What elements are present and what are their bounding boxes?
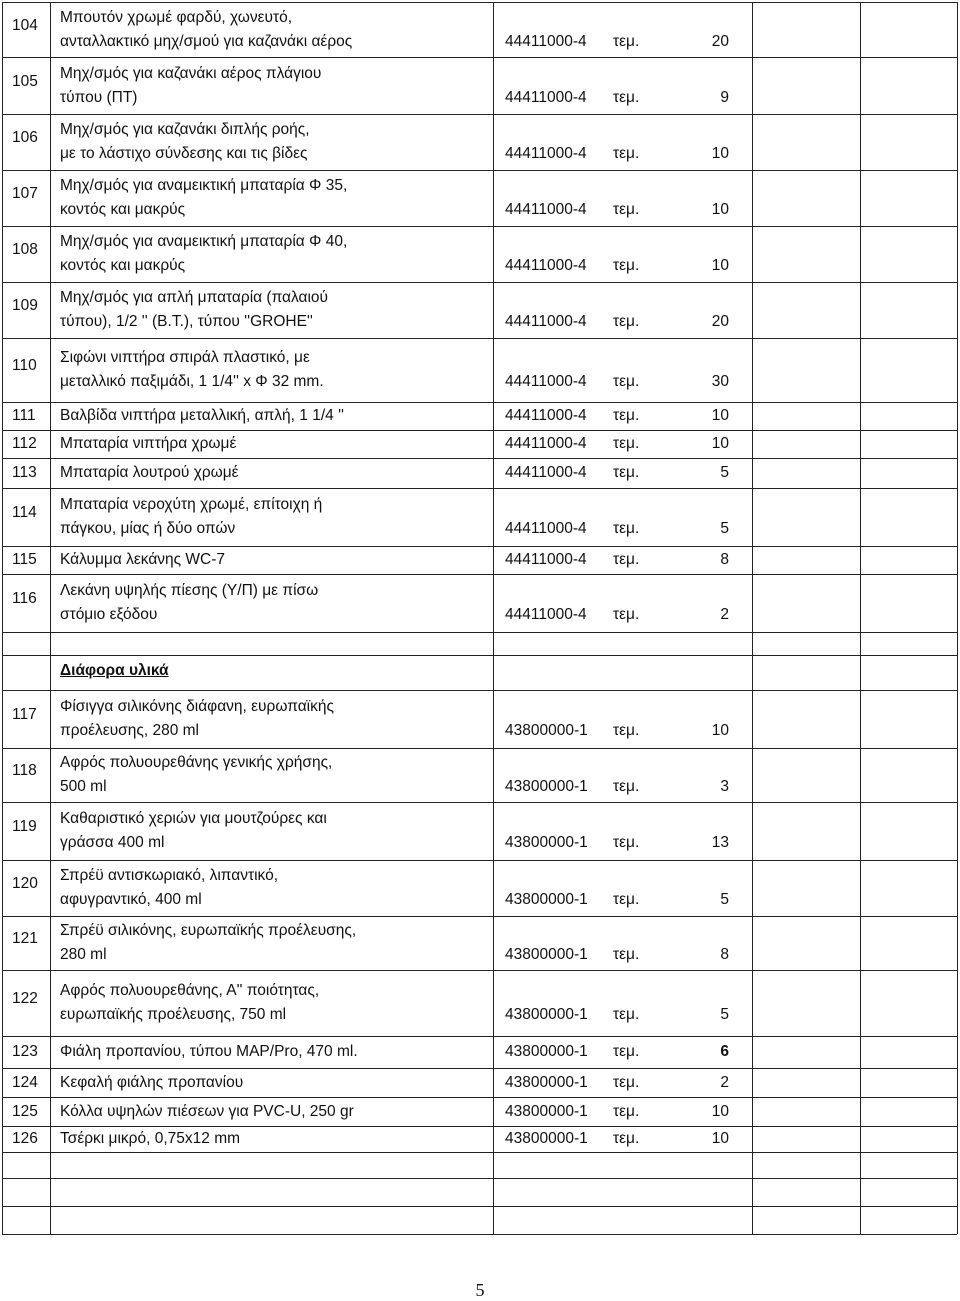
item-description: Μπαταρία λουτρού χρωμέ — [60, 464, 239, 481]
item-description: Σπρέϋ αντισκωριακό, λιπαντικό, — [60, 867, 278, 884]
cpv-code: 44411000-4 — [505, 464, 587, 481]
quantity-value: 10 — [711, 257, 729, 274]
cpv-code: 43800000-1 — [505, 1006, 588, 1023]
item-description: Μηχ/σμός για καζανάκι διπλής ροής, — [60, 121, 310, 138]
row-number: 108 — [12, 241, 38, 258]
cpv-code: 43800000-1 — [505, 1043, 588, 1060]
quantity-value: 5 — [720, 464, 729, 481]
row-divider — [2, 1152, 957, 1153]
quantity-value: 8 — [720, 551, 729, 568]
cpv-code: 44411000-4 — [505, 435, 587, 452]
cpv-code: 43800000-1 — [505, 722, 588, 739]
item-description: με το λάστιχο σύνδεσης και τις βίδες — [60, 145, 308, 162]
cpv-code: 43800000-1 — [505, 1102, 588, 1120]
row-number: 107 — [12, 185, 38, 202]
quantity-value: 10 — [711, 1130, 729, 1147]
row-divider — [2, 402, 957, 403]
item-description: κοντός και μακρύς — [60, 201, 186, 218]
item-description: Σπρέϋ σιλικόνης, ευρωπαϊκής προέλευσης, — [60, 922, 357, 939]
quantity-value: 10 — [711, 407, 729, 424]
item-description: Κόλλα υψηλών πιέσεων για PVC-U, 250 gr — [60, 1102, 354, 1120]
quantity-value: 5 — [720, 891, 729, 908]
row-divider — [2, 1234, 957, 1235]
row-divider — [2, 802, 957, 803]
item-description: Μπαταρία νεροχύτη χρωμέ, επίτοιχη ή — [60, 496, 323, 513]
item-description: πάγκου, μίας ή δύο οπών — [60, 520, 236, 537]
cpv-code: 43800000-1 — [505, 1073, 588, 1091]
row-number: 106 — [12, 129, 38, 146]
unit-label: τεμ. — [613, 407, 640, 424]
section-heading: Διάφορα υλικά — [60, 662, 169, 679]
quantity-value: 6 — [720, 1043, 729, 1060]
row-number: 114 — [12, 504, 37, 521]
row-divider — [2, 1126, 957, 1127]
quantity-value: 5 — [720, 520, 729, 537]
row-divider — [2, 488, 957, 489]
row-divider — [2, 1097, 957, 1098]
item-description: γράσσα 400 ml — [60, 834, 165, 851]
cpv-code: 43800000-1 — [505, 834, 588, 851]
unit-label: τεμ. — [613, 1006, 640, 1023]
quantity-value: 20 — [711, 313, 729, 330]
row-number: 104 — [12, 16, 38, 34]
quantity-value: 10 — [711, 145, 729, 162]
unit-label: τεμ. — [613, 464, 640, 481]
item-description: Αφρός πολυουρεθάνης γενικής χρήσης, — [60, 754, 333, 771]
item-description: Τσέρκι μικρό, 0,75x12 mm — [60, 1130, 241, 1147]
item-description: Μηχ/σμός για αναμεικτική μπαταρία Φ 35, — [60, 177, 348, 194]
row-divider — [2, 690, 957, 691]
row-number: 113 — [12, 464, 37, 481]
row-number: 117 — [12, 706, 37, 723]
row-divider — [2, 632, 957, 633]
unit-label: τεμ. — [613, 1130, 640, 1147]
column-divider — [752, 2, 753, 1234]
unit-label: τεμ. — [613, 946, 640, 963]
item-description: Καθαριστικό χεριών για μουτζούρες και — [60, 810, 327, 827]
row-number: 112 — [12, 435, 37, 452]
unit-label: τεμ. — [613, 606, 640, 623]
row-number: 124 — [12, 1073, 38, 1091]
quantity-value: 10 — [711, 722, 729, 739]
row-number: 111 — [12, 407, 36, 424]
quantity-value: 9 — [720, 88, 729, 106]
cpv-code: 44411000-4 — [505, 313, 587, 330]
item-description: προέλευσης, 280 ml — [60, 722, 199, 739]
row-divider — [2, 430, 957, 431]
row-divider — [2, 114, 957, 115]
row-number: 109 — [12, 297, 38, 314]
cpv-code: 44411000-4 — [505, 606, 587, 623]
item-description: Αφρός πολυουρεθάνης, Α'' ποιότητας, — [60, 982, 320, 999]
unit-label: τεμ. — [613, 201, 640, 218]
cpv-code: 44411000-4 — [505, 201, 587, 218]
row-divider — [2, 1036, 957, 1037]
row-number: 125 — [12, 1102, 38, 1120]
unit-label: τεμ. — [613, 32, 640, 50]
item-description: Κεφαλή φιάλης προπανίου — [60, 1073, 244, 1091]
row-number: 122 — [12, 990, 38, 1007]
row-divider — [2, 970, 957, 971]
item-description: κοντός και μακρύς — [60, 257, 186, 274]
row-divider — [2, 226, 957, 227]
unit-label: τεμ. — [613, 373, 640, 390]
item-description: Μηχ/σμός για απλή μπαταρία (παλαιού — [60, 289, 329, 306]
unit-label: τεμ. — [613, 435, 640, 452]
row-number: 115 — [12, 551, 37, 568]
unit-label: τεμ. — [613, 520, 640, 537]
row-number: 120 — [12, 875, 38, 892]
item-description: Βαλβίδα νιπτήρα μεταλλική, απλή, 1 1/4 '' — [60, 407, 344, 424]
unit-label: τεμ. — [613, 551, 640, 568]
unit-label: τεμ. — [613, 722, 640, 739]
quantity-value: 3 — [720, 778, 729, 795]
row-divider — [2, 170, 957, 171]
cpv-code: 44411000-4 — [505, 407, 587, 424]
cpv-code: 44411000-4 — [505, 520, 587, 537]
item-description: 280 ml — [60, 946, 107, 963]
unit-label: τεμ. — [613, 1073, 640, 1091]
row-divider — [2, 748, 957, 749]
cpv-code: 44411000-4 — [505, 88, 587, 106]
row-divider — [2, 338, 957, 339]
row-number: 119 — [12, 818, 37, 835]
unit-label: τεμ. — [613, 891, 640, 908]
cpv-code: 44411000-4 — [505, 551, 587, 568]
row-number: 123 — [12, 1043, 38, 1060]
row-number: 126 — [12, 1130, 38, 1147]
row-number: 110 — [12, 357, 37, 374]
quantity-value: 10 — [711, 201, 729, 218]
unit-label: τεμ. — [613, 1043, 640, 1060]
item-description: 500 ml — [60, 778, 107, 795]
row-divider — [2, 1068, 957, 1069]
item-description: Φίσιγγα σιλικόνης διάφανη, ευρωπαϊκής — [60, 698, 334, 715]
row-divider — [2, 574, 957, 575]
row-divider — [2, 2, 957, 3]
quantity-value: 5 — [720, 1006, 729, 1023]
item-description: Σιφώνι νιπτήρα σπιράλ πλαστικό, με — [60, 349, 310, 366]
item-description: Φιάλη προπανίου, τύπου MAP/Pro, 470 ml. — [60, 1043, 358, 1060]
cpv-code: 44411000-4 — [505, 373, 587, 390]
cpv-code: 44411000-4 — [505, 257, 587, 274]
quantity-value: 2 — [720, 606, 729, 623]
quantity-value: 8 — [720, 946, 729, 963]
unit-label: τεμ. — [613, 313, 640, 330]
row-divider — [2, 57, 957, 58]
row-number: 121 — [12, 930, 38, 947]
item-description: Μπαταρία νιπτήρα χρωμέ — [60, 435, 237, 452]
cpv-code: 43800000-1 — [505, 946, 588, 963]
quantity-value: 2 — [720, 1073, 729, 1091]
item-description: μεταλλικό παξιμάδι, 1 1/4'' x Φ 32 mm. — [60, 373, 324, 390]
unit-label: τεμ. — [613, 778, 640, 795]
cpv-code: 43800000-1 — [505, 778, 588, 795]
row-number: 118 — [12, 762, 37, 779]
row-number: 116 — [12, 590, 37, 607]
row-divider — [2, 1206, 957, 1207]
row-divider — [2, 860, 957, 861]
row-number: 105 — [12, 72, 38, 90]
item-description: τύπου (ΠΤ) — [60, 88, 138, 106]
unit-label: τεμ. — [613, 88, 640, 106]
item-description: Μηχ/σμός για αναμεικτική μπαταρία Φ 40, — [60, 233, 348, 250]
item-description: Κάλυμμα λεκάνης WC-7 — [60, 551, 226, 568]
cpv-code: 44411000-4 — [505, 32, 587, 50]
quantity-value: 10 — [711, 435, 729, 452]
item-description: Μηχ/σμός για καζανάκι αέρος πλάγιου — [60, 64, 322, 82]
cpv-code: 44411000-4 — [505, 145, 587, 162]
cpv-code: 43800000-1 — [505, 891, 588, 908]
row-divider — [2, 655, 957, 656]
row-divider — [2, 546, 957, 547]
column-divider — [860, 2, 861, 1234]
item-description: Λεκάνη υψηλής πίεσης (Υ/Π) με πίσω — [60, 582, 319, 599]
row-divider — [2, 282, 957, 283]
item-description: ευρωπαϊκής προέλευσης, 750 ml — [60, 1006, 287, 1023]
page-number: 5 — [475, 1280, 485, 1300]
row-divider — [2, 916, 957, 917]
item-description: ανταλλακτικό μηχ/σμού για καζανάκι αέρος — [60, 32, 353, 50]
row-divider — [2, 1178, 957, 1179]
item-description: αφυγραντικό, 400 ml — [60, 891, 202, 908]
unit-label: τεμ. — [613, 1102, 640, 1120]
cpv-code: 43800000-1 — [505, 1130, 588, 1147]
quantity-value: 10 — [711, 1102, 729, 1120]
quantity-value: 30 — [711, 373, 729, 390]
quantity-value: 20 — [711, 32, 729, 50]
row-divider — [2, 458, 957, 459]
item-description: τύπου), 1/2 '' (Β.Τ.), τύπου ''GROHE'' — [60, 313, 313, 330]
unit-label: τεμ. — [613, 257, 640, 274]
unit-label: τεμ. — [613, 145, 640, 162]
item-description: στόμιο εξόδου — [60, 606, 158, 623]
item-description: Μπουτόν χρωμέ φαρδύ, χωνευτό, — [60, 8, 293, 26]
quantity-value: 13 — [711, 834, 729, 851]
column-divider — [957, 2, 958, 1234]
unit-label: τεμ. — [613, 834, 640, 851]
